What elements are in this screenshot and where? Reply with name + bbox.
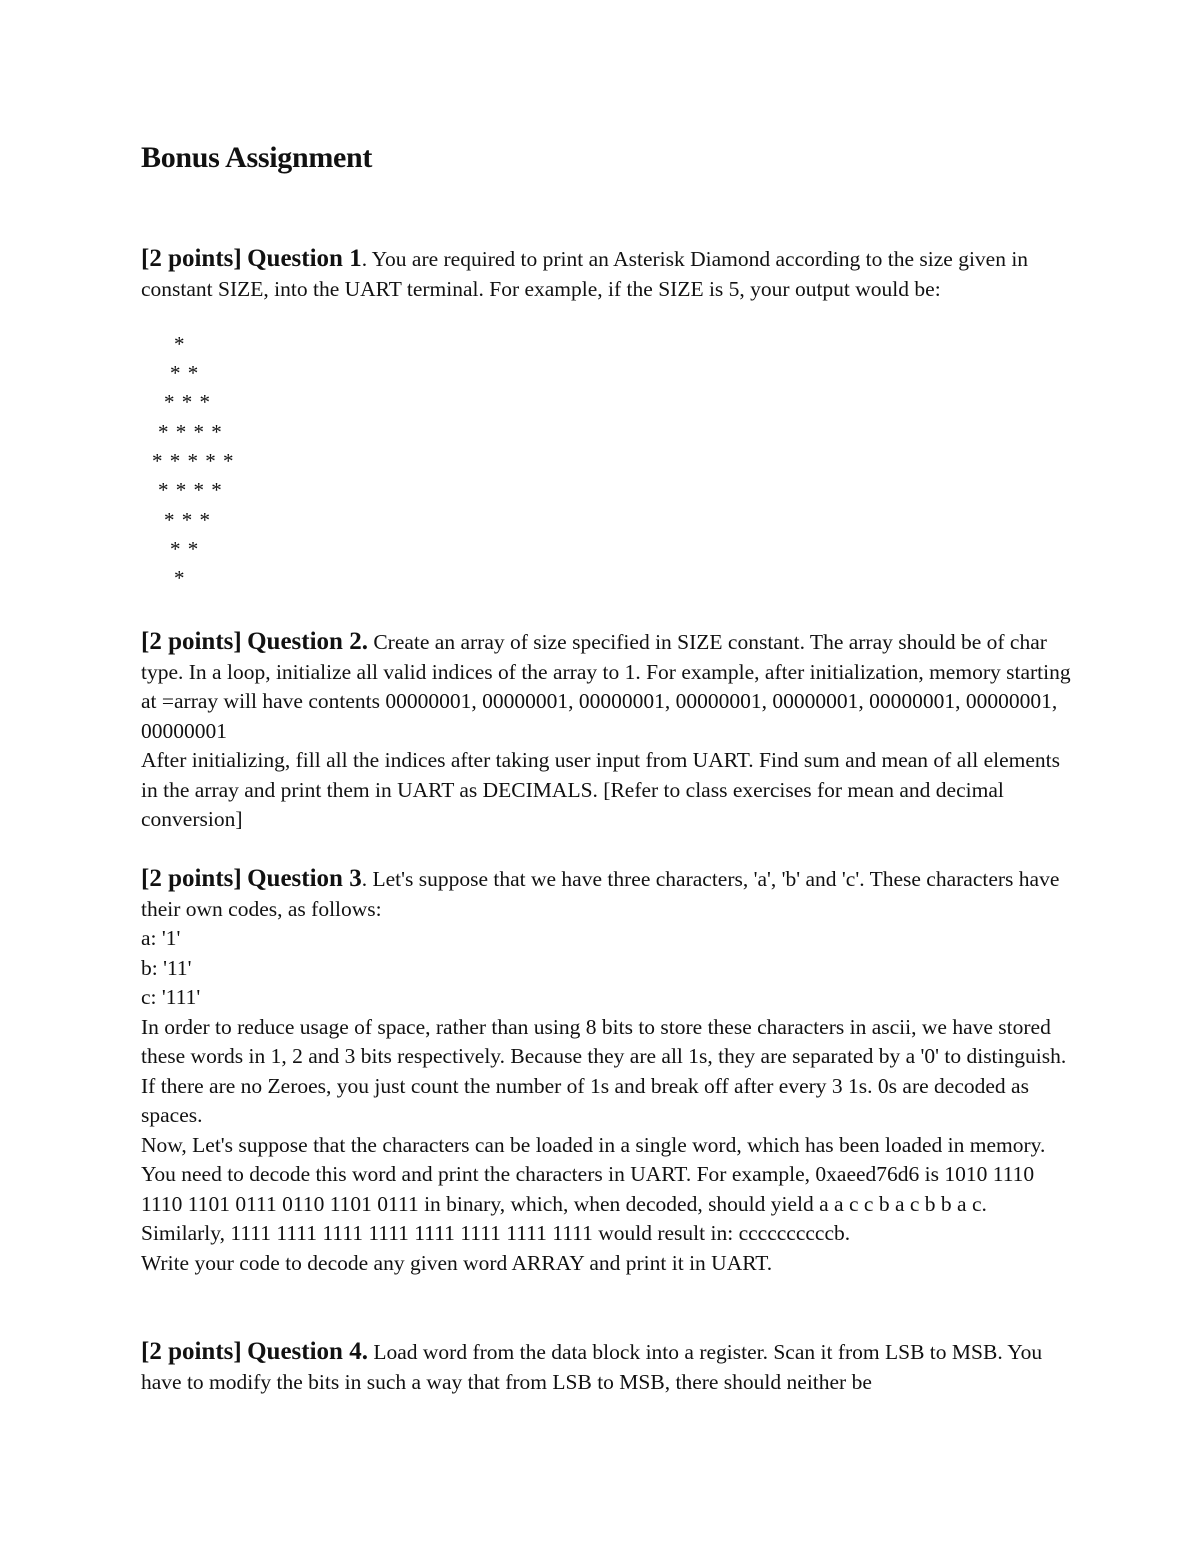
diamond-row: * * * xyxy=(164,508,211,532)
question-4-label: Question 4. xyxy=(247,1338,368,1365)
diamond-row: * * xyxy=(170,361,200,385)
question-3-points: [2 points] xyxy=(141,865,242,892)
diamond-row: * * * xyxy=(164,390,211,414)
code-c: c: '111' xyxy=(141,985,201,1009)
diamond-row: * xyxy=(174,566,186,590)
question-1 xyxy=(141,244,1071,304)
code-a: a: '1' xyxy=(141,926,181,950)
diamond-row: * * * * * xyxy=(152,449,235,473)
question-3-label: Question 3 xyxy=(247,865,362,892)
diamond-row: * xyxy=(174,332,186,356)
page-title: Bonus Assignment xyxy=(141,141,373,174)
code-b: b: '11' xyxy=(141,955,192,980)
question-2-label: Question 2. xyxy=(247,628,368,655)
question-3 xyxy=(141,864,1071,1278)
question-4-body: Load word from the data block into a register. Scan it from LSB to MSB. You have to modify the bits in such a way that from LSB to MSB, there should neither be xyxy=(141,1340,1043,1394)
diamond-row: * * * * xyxy=(158,420,223,444)
diamond-row: * * * * xyxy=(158,478,223,502)
question-1-label: Question 1 xyxy=(247,245,362,272)
question-2-points: [2 points] xyxy=(141,628,242,655)
question-3-para-3: Write your code to decode any given word ARRAY and print it in UART. xyxy=(141,1250,773,1275)
question-1-body: . You are required to print an Asterisk Diamond according to the size given in constant SIZE, into the UART terminal. For example, if the SIZE is 5, your output would be: xyxy=(141,247,1029,301)
question-2-text-2: After initializing, fill all the indices after taking user input from UART. Find sum and mean of all elements in the array and print them in UART as DECIMALS. [Refer to class exercises for mean and decimal conversion] xyxy=(141,748,1060,831)
question-3-para-2: Now, Let's suppose that the characters can be loaded in a single word, which has been loaded in memory. You need to decode this word and print the characters in UART. For example, 0xaeed76d6 is 1010 1110 1110 1101 0111 0110 1101 0111 in binary, which, when decoded, should yield a a c c b a c b b a c. Similarly, 1111 1111 1111 1111 1111 1111 1111 1111 would result in: ccccccccccb. xyxy=(141,1132,1046,1245)
diamond-row: * * xyxy=(170,537,200,561)
question-1-text xyxy=(141,244,1071,304)
question-2 xyxy=(141,627,1071,835)
question-4-text xyxy=(141,1337,1071,1397)
question-3-para-1: In order to reduce usage of space, rather than using 8 bits to store these characters in ascii, we have stored these words in 1, 2 and 3 bits respectively. Because they are all 1s, they are separated by a '0' to distinguish. If there are no Zeroes, you just count the number of 1s and break off after every 3 1s. 0s are decoded as spaces. xyxy=(141,1014,1067,1127)
question-3-body: . Let's suppose that we have three characters, 'a', 'b' and 'c'. These characters have their own codes, as follows: xyxy=(141,867,1060,921)
question-3-text xyxy=(141,864,1071,924)
question-4-points: [2 points] xyxy=(141,1338,242,1365)
question-1-points: [2 points] xyxy=(141,245,242,272)
question-4 xyxy=(141,1337,1071,1397)
question-2-body: Create an array of size specified in SIZE constant. The array should be of char type. In a loop, initialize all valid indices of the array to 1. For example, after initialization, memory starting at =array will have contents 00000001, 00000001, 00000001, 00000001, 00000001, 00000001, 00000001, 00000001 xyxy=(141,630,1071,743)
question-2-text xyxy=(141,627,1071,746)
